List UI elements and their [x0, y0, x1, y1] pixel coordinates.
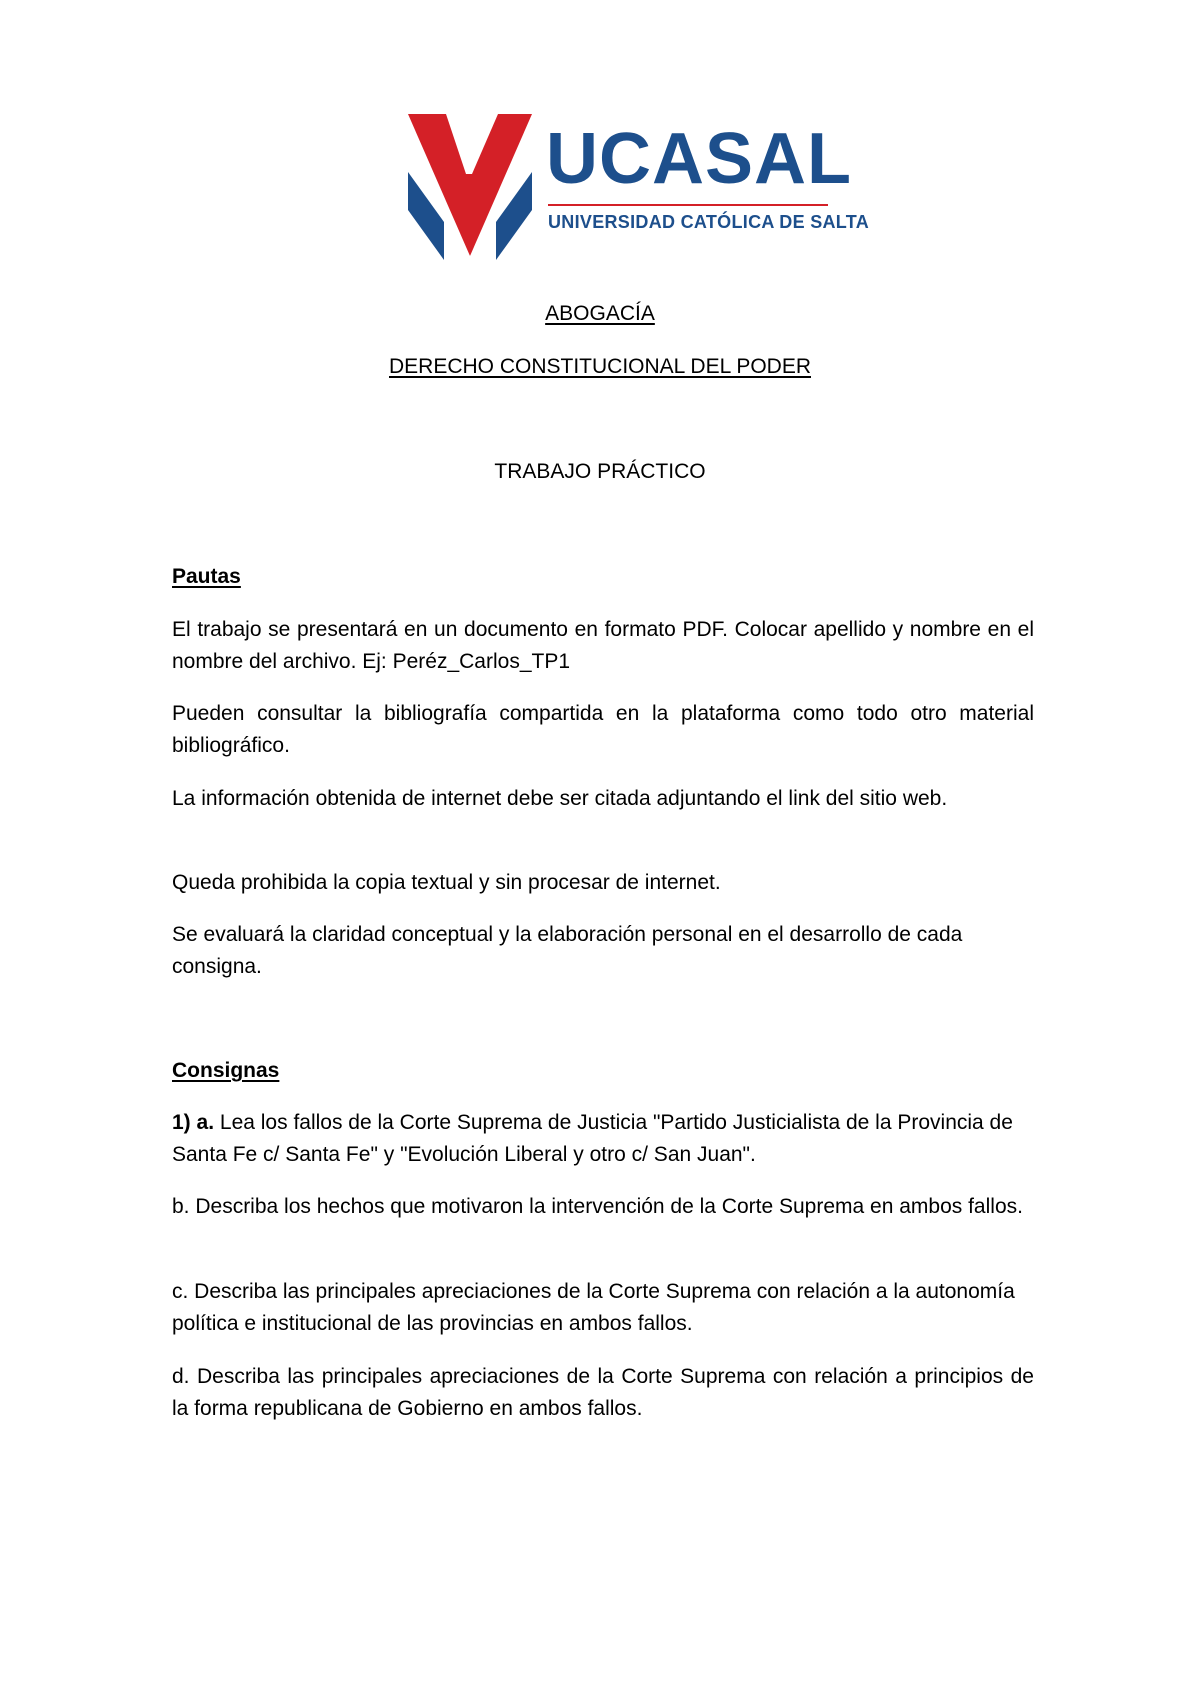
consigna-letter: a.: [196, 1111, 215, 1134]
pautas-title: Pautas: [172, 565, 241, 588]
consigna-text: Lea los fallos de la Corte Suprema de Justicia "Partido Justicialista de la Provincia de Santa Fe c/ Santa Fe" y "Evolución Liberal y otro c/ San Juan".: [172, 1111, 1013, 1166]
university-logo: [400, 110, 870, 260]
subject-heading-text: DERECHO CONSTITUCIONAL DEL PODER: [389, 355, 811, 378]
consigna-number: 1): [172, 1111, 191, 1134]
work-type-heading: TRABAJO PRÁCTICO: [494, 460, 706, 483]
consigna-item-c: c. Describa las principales apreciaciones de la Corte Suprema con relación a la autonomía política e institucional de las provincias en ambos fallos.: [172, 1280, 1015, 1335]
career-heading: [0, 300, 1200, 328]
subject-heading: [0, 353, 1200, 381]
pautas-paragraph: Se evaluará la claridad conceptual y la elaboración personal en el desarrollo de cada consigna.: [172, 923, 963, 978]
pautas-paragraph: La información obtenida de internet debe ser citada adjuntando el link del sitio web.: [172, 787, 948, 810]
consigna-item-a: [172, 1107, 1034, 1171]
logo-subtitle: UNIVERSIDAD CATÓLICA DE SALTA: [548, 212, 870, 232]
logo-wordmark: UCASAL: [546, 119, 852, 199]
consigna-item-d: d. Describa las principales apreciaciones de la Corte Suprema con relación a principios de la forma republicana de Gobierno en ambos fallos.: [172, 1365, 1034, 1420]
pautas-paragraph: Queda prohibida la copia textual y sin procesar de internet.: [172, 871, 721, 894]
consignas-title: Consignas: [172, 1059, 280, 1082]
logo-monogram: ihs: [463, 122, 477, 134]
consigna-item-b: b. Describa los hechos que motivaron la intervención de la Corte Suprema en ambos fallos.: [172, 1195, 1023, 1218]
pautas-paragraph: El trabajo se presentará en un documento en formato PDF. Colocar apellido y nombre en el nombre del archivo. Ej: Peréz_Carlos_TP1: [172, 618, 1034, 673]
logo-divider: [548, 204, 828, 206]
career-heading-text: ABOGACÍA: [545, 302, 655, 325]
pautas-paragraph: Pueden consultar la bibliografía compartida en la plataforma como todo otro material bibliográfico.: [172, 702, 1034, 757]
